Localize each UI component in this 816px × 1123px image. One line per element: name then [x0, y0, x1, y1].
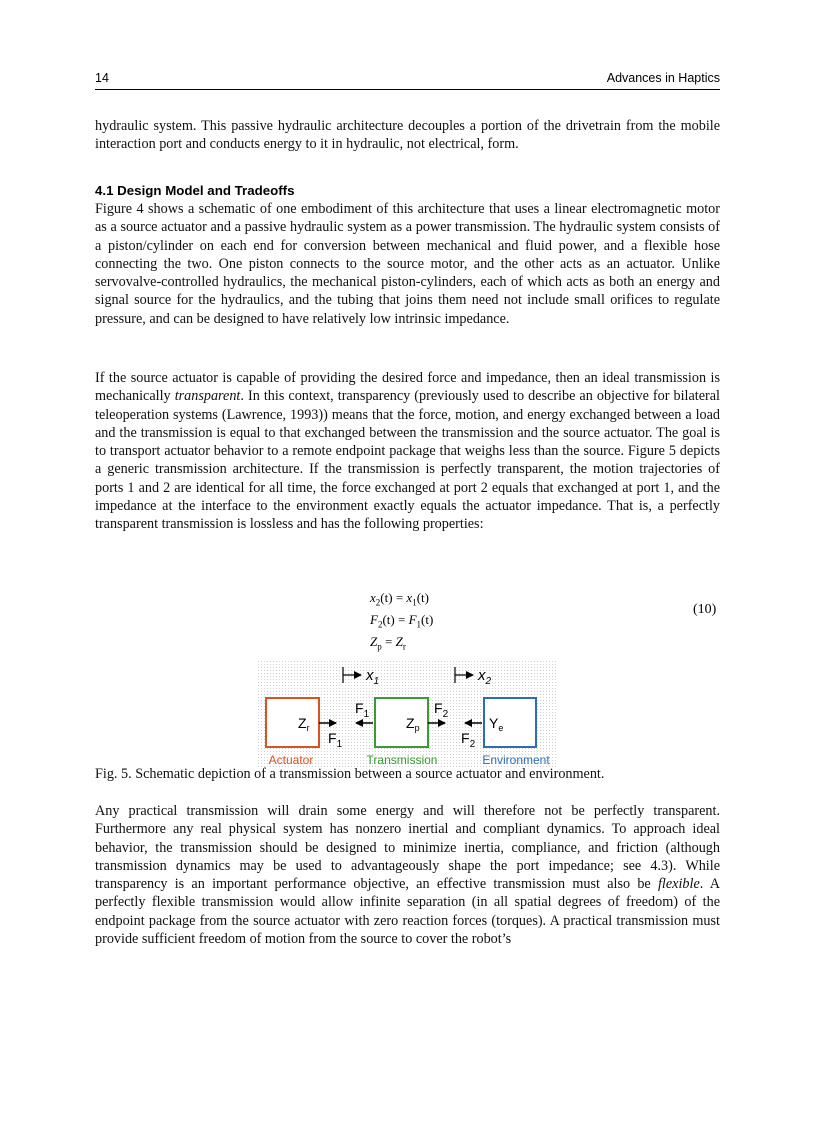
paragraph-design-model	[95, 200, 720, 328]
eq-symbol: x	[406, 590, 413, 605]
page-number: 14	[95, 71, 109, 85]
transmission-caption: Transmission	[366, 753, 438, 767]
eq-equals: =	[397, 612, 406, 627]
transmission-impedance-label: $Z_p$	[406, 715, 420, 733]
equation-position	[370, 590, 429, 608]
paragraph-text: Figure 4 shows a schematic of one embodiment of this architecture that uses a linear electromagnetic motor as a source actuator and a passive hydraulic system as a power transmission. The hydraulic system consists of a piston/cylinder on each end for conversion between mechanical and fluid power, and a flexible hose connecting the two. One piston connects to the source motor, and the other acts as an actuator. Unlike servovalve-controlled hydraulics, the mechanical piston-cylinders, each of which acts as both an energy and signal source for the hydraulics, and the tubing that joins them need not include small orifices to regulate pressure, and can be designed to have relatively low intrinsic impedance.	[95, 201, 720, 327]
x2-label: $x_2$	[478, 667, 492, 687]
paragraph-intro	[95, 117, 720, 154]
section-heading: 4.1 Design Model and Tradeoffs	[95, 183, 295, 198]
f1-top-label: $F_1$	[355, 700, 370, 720]
f1-bottom-label: $F_1$	[328, 730, 343, 750]
actuator-caption: Actuator	[268, 753, 314, 767]
figure-caption: Fig. 5. Schematic depiction of a transmission between a source actuator and environment.	[95, 766, 605, 782]
eq-subscript: r	[402, 641, 406, 652]
f2-bottom-label: $F_2$	[461, 730, 476, 750]
eq-symbol: F	[370, 612, 378, 627]
environment-caption: Environment	[482, 753, 550, 767]
eq-equals: =	[395, 590, 404, 605]
paragraph-text	[95, 369, 720, 534]
equation-force	[370, 612, 433, 630]
environment-admittance-label: $Y_e$	[489, 715, 504, 733]
figure-5-schematic	[258, 661, 558, 767]
text-run: . A perfectly flexible transmission would allow infinite separation (in all spatial degrees of freedom) of the endpoint package from the source actuator with zero reaction forces (torques). A practical transmission must provide sufficient freedom of motion from the source to cover the robot’s	[95, 876, 721, 948]
emphasis-flexible: flexible	[657, 876, 700, 893]
transmission-block	[375, 698, 428, 747]
eq-subscript: p	[377, 641, 382, 652]
eq-arg: (t)	[416, 590, 429, 605]
x1-label: $x_1$	[366, 667, 380, 687]
eq-arg: (t)	[421, 612, 434, 627]
paragraph-text: hydraulic system. This passive hydraulic architecture decouples a portion of the drivetrain from the mobile interaction port and conducts energy to it in hydraulic, not electrical, form.	[95, 118, 720, 153]
eq-subscript: 1	[416, 619, 422, 630]
eq-arg: (t)	[380, 590, 393, 605]
equation-number: (10)	[693, 602, 717, 617]
eq-equals: =	[384, 634, 393, 649]
eq-symbol: x	[370, 590, 376, 605]
page-header	[95, 71, 720, 90]
eq-symbol: Z	[395, 634, 403, 649]
text-run: If the source actuator is capable of providing the desired force and impedance, then an ideal transmission is mechanically	[95, 370, 720, 405]
equation-impedance	[370, 634, 406, 652]
paragraph-transparency	[95, 369, 720, 534]
eq-symbol: F	[408, 612, 417, 627]
paragraph-text	[95, 802, 720, 948]
actuator-block	[266, 698, 319, 747]
eq-subscript: 2	[375, 597, 381, 608]
actuator-impedance-label: $Z_r$	[298, 715, 310, 733]
f2-top-label: $F_2$	[434, 700, 449, 720]
eq-symbol: Z	[370, 634, 378, 649]
eq-subscript: 2	[377, 619, 383, 630]
eq-subscript: 1	[412, 597, 417, 608]
eq-arg: (t)	[382, 612, 395, 627]
text-run: . In this context, transparency (previously used to describe an objective for bilateral teleoperation systems (Lawrence, 1993)) means that the force, motion, and energy exchanged between a load and the transmission is equal to that exchanged between the transmission and the source actuator. The goal is to transport actuator behavior to a remote endpoint package that weighs less than the source. Figure 5 depicts a generic transmission architecture. If the transmission is perfectly transparent, the motion trajectories of ports 1 and 2 are identical for all time, the force exchanged at port 2 equals that exchanged at port 1, and the impedance at the interface to the environment exactly equals the actuator impedance. That is, a perfectly transparent transmission is lossless and has the following properties:	[95, 388, 720, 533]
emphasis-transparent: transparent	[174, 388, 241, 405]
running-title: Advances in Haptics	[606, 71, 720, 85]
text-run: Any practical transmission will drain some energy and will therefore not be perfectly transparent. Furthermore any real physical system has nonzero inertial and compliant dynamics. To approach ideal behavior, the transmission should be designed to minimize inertia, compliance, and friction (although transmission dynamics may be used to advantageously shape the port impedance; see 4.3). While transparency is an important performance objective, an effective transmission must also be	[95, 803, 720, 893]
paragraph-practical	[95, 802, 720, 948]
